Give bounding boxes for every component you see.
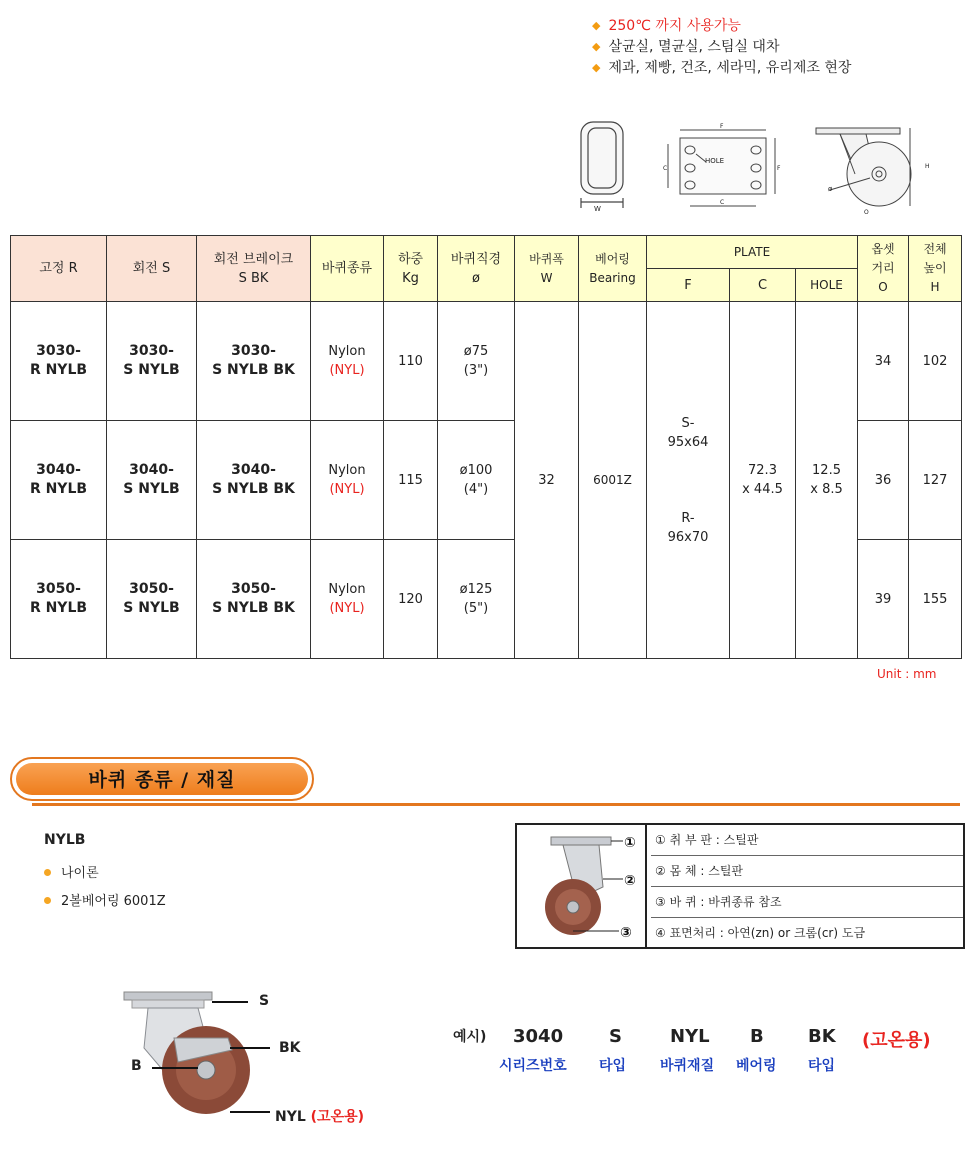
header-offset: 옵셋 거리 O: [858, 236, 909, 302]
list-item: ④ 표면처리 : 아연(zn) or 크롬(cr) 도금: [655, 926, 866, 940]
list-item: ③ 바 퀴 : 바퀴종류 참조: [651, 887, 963, 918]
caster-side-view-icon: [816, 128, 911, 206]
feature-item: ◆ 250℃ 까지 사용가능: [592, 18, 741, 34]
diamond-bullet-icon: ◆: [592, 61, 601, 74]
cell-offset: 34: [858, 302, 909, 421]
header-plate: PLATE: [647, 236, 858, 269]
drawing-label-o: O: [864, 209, 869, 216]
section-pill: [10, 757, 314, 801]
part-marker: ②: [624, 873, 636, 889]
drawing-label-phi: ø: [828, 185, 833, 193]
dot-bullet-icon: [44, 869, 51, 876]
cell-offset: 36: [858, 421, 909, 540]
drawing-label-f-side: F: [777, 165, 781, 172]
cell-plate-c: 72.3 x 44.5: [730, 302, 796, 659]
cell-diameter: ø125 (5"): [438, 540, 515, 659]
section-divider: [32, 803, 960, 806]
cell-height: 102: [909, 302, 962, 421]
cell-material: Nylon (NYL): [311, 421, 384, 540]
cell-fixed-model: 3040- R NYLB: [11, 421, 107, 540]
header-plate-f: F: [647, 269, 730, 302]
example-label-brake-type: 타입: [808, 1058, 836, 1074]
cell-swivel-model: 3050- S NYLB: [107, 540, 197, 659]
header-swivel: 회전 S: [107, 236, 197, 302]
callout-s: S: [259, 993, 270, 1009]
example-label-material: 바퀴재질: [660, 1058, 715, 1074]
cell-brake-model: 3050- S NYLB BK: [197, 540, 311, 659]
header-wheel-type: 바퀴종류: [311, 236, 384, 302]
list-item: 나이론: [44, 860, 166, 888]
cell-material: Nylon (NYL): [311, 302, 384, 421]
example-label-bearing: 베어링: [736, 1058, 777, 1074]
header-diameter: 바퀴직경 ø: [438, 236, 515, 302]
plate-top-view-icon: [668, 130, 775, 206]
caster-technical-drawing: [570, 118, 950, 218]
header-plate-c: C: [730, 269, 796, 302]
part-marker: ①: [624, 835, 636, 851]
list-item: ① 취 부 판 : 스틸판: [651, 825, 963, 856]
cell-brake-model: 3030- S NYLB BK: [197, 302, 311, 421]
example-code-bearing: B: [750, 1026, 764, 1047]
example-code-brake: BK: [808, 1026, 836, 1047]
header-bearing: 베어링 Bearing: [579, 236, 647, 302]
header-plate-hole: HOLE: [796, 269, 858, 302]
cell-swivel-model: 3030- S NYLB: [107, 302, 197, 421]
drawing-label-c-side: C: [663, 165, 668, 172]
section-header: [10, 757, 316, 803]
cell-material: Nylon (NYL): [311, 540, 384, 659]
callout-bk: BK: [279, 1040, 301, 1056]
unit-note: Unit : mm: [877, 667, 937, 681]
callout-b: B: [131, 1058, 142, 1074]
cell-fixed-model: 3050- R NYLB: [11, 540, 107, 659]
parts-box: [515, 823, 965, 949]
cell-plate-f: S- 95x64 R- 96x70: [647, 302, 730, 659]
cell-diameter: ø100 (4"): [438, 421, 515, 540]
cell-load: 110: [384, 302, 438, 421]
diamond-bullet-icon: ◆: [592, 19, 601, 32]
header-width: 바퀴폭 W: [515, 236, 579, 302]
header-brake: 회전 브레이크 S BK: [197, 236, 311, 302]
part-marker: ③: [620, 925, 632, 941]
cell-load: 120: [384, 540, 438, 659]
parts-image: [517, 825, 647, 947]
cell-load: 115: [384, 421, 438, 540]
cell-width: 32: [515, 302, 579, 659]
diamond-bullet-icon: ◆: [592, 40, 601, 53]
example-label-type: 타입: [599, 1058, 627, 1074]
header-height: 전체 높이 H: [909, 236, 962, 302]
wheel-front-view-icon: [581, 122, 623, 208]
list-item: ② 몸 체 : 스틸판: [651, 856, 963, 887]
example-high-temp: (고온용): [862, 1030, 931, 1051]
feature-item: ◆ 제과, 제빵, 건조, 세라믹, 유리제조 현장: [592, 60, 852, 76]
cell-fixed-model: 3030- R NYLB: [11, 302, 107, 421]
drawing-label-f: F: [720, 123, 724, 130]
drawing-label-c: C: [720, 199, 725, 206]
cell-height: 127: [909, 421, 962, 540]
cell-swivel-model: 3040- S NYLB: [107, 421, 197, 540]
drawing-label-hole: HOLE: [705, 157, 725, 165]
example-code-material: NYL: [670, 1026, 710, 1047]
dot-bullet-icon: [44, 897, 51, 904]
drawing-label-w: W: [594, 205, 601, 213]
cell-height: 155: [909, 540, 962, 659]
cell-plate-hole: 12.5 x 8.5: [796, 302, 858, 659]
list-item: 2볼베어링 6001Z: [44, 888, 166, 916]
callout-nyl: NYL (고온용): [275, 1109, 365, 1125]
cell-brake-model: 3040- S NYLB BK: [197, 421, 311, 540]
table-row: [11, 302, 962, 421]
example-label-series: 시리즈번호: [499, 1058, 567, 1074]
feature-item: ◆ 살균실, 멸균실, 스팀실 대차: [592, 39, 780, 55]
cell-bearing: 6001Z: [579, 302, 647, 659]
section-title: 바퀴 종류 / 재질: [88, 769, 236, 791]
feature-list: [592, 16, 851, 79]
example-code-series: 3040: [513, 1026, 564, 1047]
wheel-type-bullets: [44, 860, 166, 916]
spec-table: [10, 235, 962, 659]
wheel-type-name: NYLB: [44, 832, 86, 848]
header-fixed: 고정 R: [11, 236, 107, 302]
drawing-label-h: H: [925, 163, 930, 170]
parts-list: [651, 825, 963, 948]
header-load: 하중 Kg: [384, 236, 438, 302]
example-prefix: 예시): [453, 1029, 487, 1045]
example-code-type: S: [609, 1026, 622, 1047]
cell-offset: 39: [858, 540, 909, 659]
cell-diameter: ø75 (3"): [438, 302, 515, 421]
caster-parts-icon: [517, 825, 645, 947]
